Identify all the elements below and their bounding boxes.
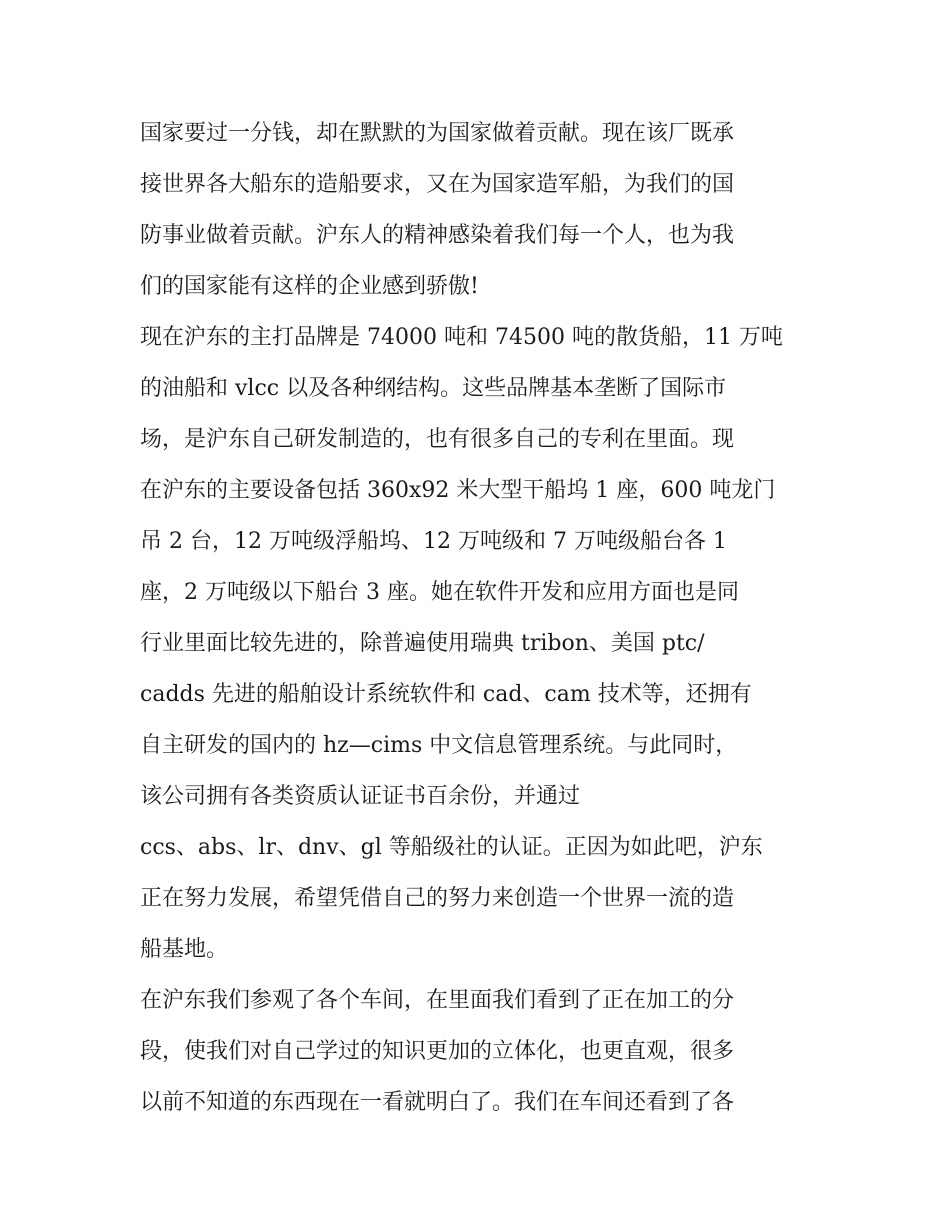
text-line: 以前不知道的东西现在一看就明白了。我们在车间还看到了各: [140, 1090, 735, 1115]
text-line: 正在努力发展，希望凭借自己的努力来创造一个世界一流的造: [140, 886, 735, 911]
body-text: [140, 108, 820, 1128]
text-line: 接世界各大船东的造船要求，又在为国家造军船，为我们的国: [140, 172, 735, 197]
text-line: 段，使我们对自己学过的知识更加的立体化，也更直观，很多: [140, 1039, 735, 1064]
text-line: 的油船和 vlcc 以及各种纲结构。这些品牌基本垄断了国际市: [140, 376, 727, 401]
text-line: 现在沪东的主打品牌是 74000 吨和 74500 吨的散货船，11 万吨: [140, 325, 783, 350]
text-line: 座，2 万吨级以下船台 3 座。她在软件开发和应用方面也是同: [140, 580, 739, 605]
text-line: 行业里面比较先进的，除普遍使用瑞典 tribon、美国 ptc/: [140, 631, 705, 656]
text-line: 们的国家能有这样的企业感到骄傲!: [140, 274, 479, 299]
text-line: cadds 先进的船舶设计系统软件和 cad、cam 技术等，还拥有: [140, 682, 752, 707]
text-line: ccs、abs、lr、dnv、gl 等船级社的认证。正因为如此吧，沪东: [140, 835, 763, 860]
text-line: 场，是沪东自己研发制造的，也有很多自己的专利在里面。现: [140, 427, 735, 452]
text-line: 在沪东的主要设备包括 360x92 米大型干船坞 1 座，600 吨龙门: [140, 478, 776, 503]
text-line: 吊 2 台，12 万吨级浮船坞、12 万吨级和 7 万吨级船台各 1: [140, 529, 727, 554]
text-line: 自主研发的国内的 hz—cims 中文信息管理系统。与此同时，: [140, 733, 738, 758]
text-line: 该公司拥有各类资质认证证书百余份，并通过: [140, 784, 581, 809]
text-line: 国家要过一分钱，却在默默的为国家做着贡献。现在该厂既承: [140, 121, 735, 146]
text-line: 船基地。: [140, 937, 229, 962]
text-line: 防事业做着贡献。沪东人的精神感染着我们每一个人，也为我: [140, 223, 735, 248]
text-line: 在沪东我们参观了各个车间，在里面我们看到了正在加工的分: [140, 988, 735, 1013]
